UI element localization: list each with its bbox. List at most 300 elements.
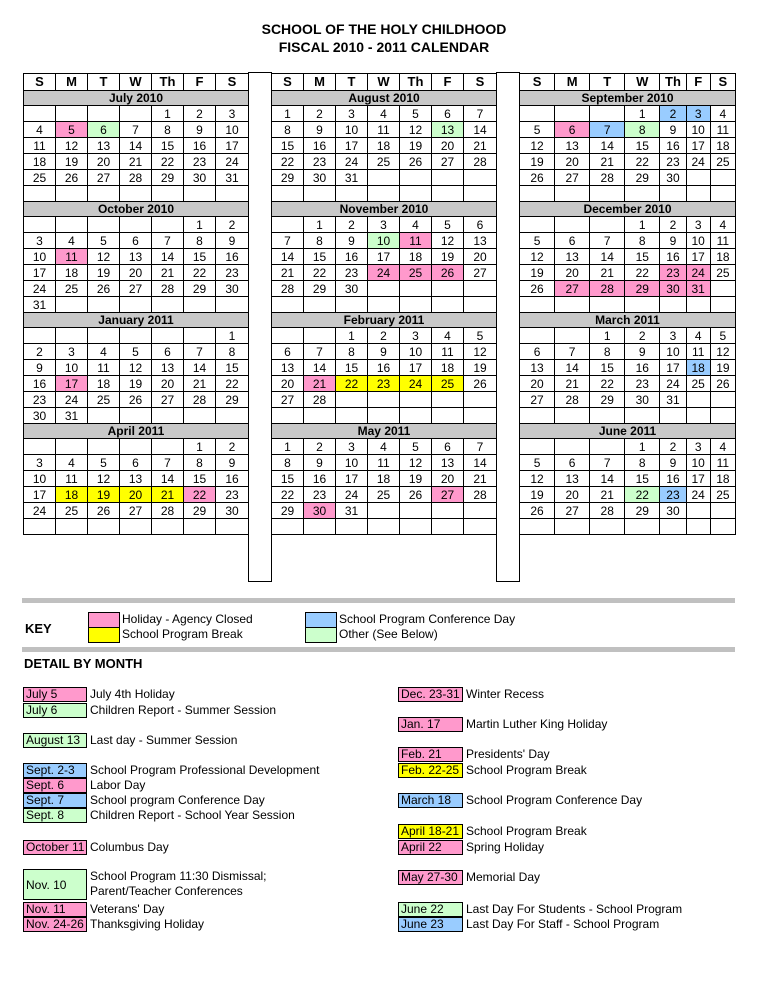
day-cell: 11 [368,122,400,138]
empty-cell [400,170,432,186]
day-cell: 23 [660,154,686,170]
key-conference-text: School Program Conference Day [339,612,516,626]
empty-cell [368,503,400,519]
empty-cell [464,392,497,408]
day-cell: 26 [88,503,120,519]
empty-cell [184,186,216,202]
detail-date-box: Sept. 6 [23,778,87,793]
day-cell: 1 [336,328,368,344]
day-cell: 5 [520,122,555,138]
empty-cell [216,408,249,424]
empty-cell [555,408,590,424]
day-cell: 1 [152,106,184,122]
day-cell: 6 [120,455,152,471]
detail-date-box: Nov. 24-26 [23,917,87,932]
empty-cell [368,519,400,535]
day-cell: 25 [400,265,432,281]
day-cell: 15 [152,138,184,154]
day-cell: 16 [368,360,400,376]
empty-cell [184,328,216,344]
day-cell: 13 [555,249,590,265]
day-cell: 15 [625,471,660,487]
day-cell: 4 [710,217,735,233]
empty-cell [120,328,152,344]
day-cell: 4 [686,328,710,344]
detail-date-box: Sept. 7 [23,793,87,808]
day-cell: 30 [660,281,686,297]
day-cell: 9 [660,233,686,249]
day-cell: 17 [660,360,686,376]
weekday-header: M [555,74,590,91]
day-cell: 22 [272,154,304,170]
day-cell: 2 [660,217,686,233]
empty-cell [120,439,152,455]
day-cell: 10 [56,360,88,376]
day-cell: 13 [520,360,555,376]
detail-description: Labor Day [90,778,146,792]
day-cell: 28 [152,281,184,297]
empty-cell [368,186,400,202]
day-cell: 27 [555,170,590,186]
day-cell: 11 [88,360,120,376]
day-cell: 18 [88,376,120,392]
detail-date-box: October 11 [23,840,87,855]
empty-cell [24,106,56,122]
day-cell: 12 [710,344,735,360]
day-cell: 30 [304,170,336,186]
day-cell: 13 [120,471,152,487]
weekday-header: M [56,74,88,91]
day-cell: 18 [432,360,464,376]
day-cell: 20 [432,471,464,487]
detail-description-line2: Parent/Teacher Conferences [90,884,243,898]
day-cell: 30 [216,503,249,519]
day-cell: 13 [555,138,590,154]
day-cell: 21 [555,376,590,392]
day-cell: 12 [120,360,152,376]
day-cell: 15 [272,138,304,154]
day-cell: 14 [120,138,152,154]
empty-cell [710,503,735,519]
day-cell: 28 [184,392,216,408]
day-cell: 22 [625,265,660,281]
empty-cell [56,439,88,455]
empty-cell [272,519,304,535]
detail-header: DETAIL BY MONTH [24,656,143,671]
day-cell: 18 [24,154,56,170]
day-cell: 15 [590,360,625,376]
empty-cell [710,408,735,424]
day-cell: 6 [432,106,464,122]
month-title: July 2010 [24,91,249,106]
weekday-header: Th [660,74,686,91]
day-cell: 10 [336,455,368,471]
day-cell: 6 [520,344,555,360]
empty-cell [88,297,120,313]
day-cell: 25 [710,487,735,503]
empty-cell [304,186,336,202]
day-cell: 17 [336,471,368,487]
day-cell: 11 [56,249,88,265]
day-cell: 17 [368,249,400,265]
empty-cell [400,392,432,408]
day-cell: 20 [555,265,590,281]
detail-description: Winter Recess [466,687,545,701]
day-cell: 31 [336,503,368,519]
empty-cell [152,328,184,344]
key-holiday-text: Holiday - Agency Closed [122,612,253,626]
day-cell: 18 [710,471,735,487]
day-cell: 21 [590,265,625,281]
day-cell: 20 [464,249,497,265]
day-cell: 23 [24,392,56,408]
empty-cell [400,281,432,297]
day-cell: 5 [88,233,120,249]
empty-cell [400,297,432,313]
detail-date-box: March 18 [398,793,463,808]
day-cell: 16 [336,249,368,265]
empty-cell [686,392,710,408]
day-cell: 20 [520,376,555,392]
day-cell: 18 [400,249,432,265]
empty-cell [120,217,152,233]
empty-cell [336,408,368,424]
detail-description: School Program Professional Development [90,763,320,777]
day-cell: 18 [368,138,400,154]
detail-description: Veterans' Day [90,902,165,916]
day-cell: 14 [590,471,625,487]
day-cell: 14 [304,360,336,376]
day-cell: 17 [24,265,56,281]
empty-cell [555,519,590,535]
weekday-header: S [272,74,304,91]
weekday-header: T [590,74,625,91]
day-cell: 29 [152,170,184,186]
day-cell: 12 [56,138,88,154]
empty-cell [152,439,184,455]
day-cell: 2 [216,217,249,233]
empty-cell [520,217,555,233]
title-line-1: SCHOOL OF THE HOLY CHILDHOOD [261,21,507,37]
day-cell: 18 [56,265,88,281]
day-cell: 16 [304,471,336,487]
day-cell: 5 [120,344,152,360]
weekday-header: S [710,74,735,91]
empty-cell [368,170,400,186]
detail-description: Thanksgiving Holiday [90,917,205,931]
weekday-header: S [216,74,249,91]
day-cell: 5 [56,122,88,138]
day-cell: 21 [184,376,216,392]
day-cell: 25 [88,392,120,408]
day-cell: 26 [56,170,88,186]
empty-cell [272,297,304,313]
day-cell: 12 [88,249,120,265]
empty-cell [710,519,735,535]
day-cell: 7 [272,233,304,249]
weekday-header: F [184,74,216,91]
day-cell: 10 [336,122,368,138]
day-cell: 15 [625,138,660,154]
day-cell: 24 [24,281,56,297]
empty-cell [432,392,464,408]
empty-cell [710,297,735,313]
empty-cell [400,503,432,519]
day-cell: 24 [336,487,368,503]
empty-cell [56,106,88,122]
day-cell: 15 [184,249,216,265]
empty-cell [272,186,304,202]
day-cell: 19 [710,360,735,376]
day-cell: 5 [464,328,497,344]
day-cell: 6 [464,217,497,233]
month-title: September 2010 [520,91,736,106]
day-cell: 29 [272,170,304,186]
day-cell: 14 [272,249,304,265]
detail-description: School Program Break [466,824,587,838]
day-cell: 11 [710,455,735,471]
day-cell: 3 [686,106,710,122]
day-cell: 7 [590,233,625,249]
day-cell: 19 [432,249,464,265]
empty-cell [555,186,590,202]
day-cell: 3 [336,106,368,122]
day-cell: 8 [625,455,660,471]
day-cell: 3 [400,328,432,344]
day-cell: 24 [686,487,710,503]
day-cell: 31 [336,170,368,186]
day-cell: 28 [464,487,497,503]
day-cell: 2 [625,328,660,344]
detail-date-box: April 18-21 [398,824,463,839]
weekday-header: S [520,74,555,91]
empty-cell [710,186,735,202]
day-cell: 12 [520,249,555,265]
day-cell: 21 [120,154,152,170]
empty-cell [590,186,625,202]
day-cell: 10 [686,455,710,471]
weekday-header: S [464,74,497,91]
empty-cell [368,408,400,424]
month-title: April 2011 [24,424,249,439]
month-title: June 2011 [520,424,736,439]
day-cell: 11 [56,471,88,487]
day-cell: 20 [120,487,152,503]
day-cell: 12 [520,471,555,487]
day-cell: 8 [590,344,625,360]
day-cell: 22 [216,376,249,392]
empty-cell [304,408,336,424]
day-cell: 13 [120,249,152,265]
day-cell: 29 [184,503,216,519]
detail-date-box: Jan. 17 [398,717,463,732]
day-cell: 9 [304,455,336,471]
empty-cell [120,106,152,122]
day-cell: 8 [184,233,216,249]
empty-cell [432,281,464,297]
day-cell: 21 [272,265,304,281]
day-cell: 19 [464,360,497,376]
empty-cell [520,328,555,344]
day-cell: 31 [24,297,56,313]
day-cell: 31 [660,392,686,408]
day-cell: 30 [304,503,336,519]
day-cell: 6 [555,455,590,471]
day-cell: 27 [464,265,497,281]
detail-date-box: Nov. 11 [23,902,87,917]
detail-date-box: Nov. 10 [23,869,87,900]
weekday-header: S [24,74,56,91]
empty-cell [555,297,590,313]
day-cell: 3 [686,217,710,233]
day-cell: 16 [660,138,686,154]
key-other-text: Other (See Below) [339,627,438,641]
day-cell: 9 [660,455,686,471]
day-cell: 6 [272,344,304,360]
day-cell: 1 [184,439,216,455]
empty-cell [464,170,497,186]
day-cell: 7 [304,344,336,360]
day-cell: 7 [555,344,590,360]
day-cell: 9 [216,233,249,249]
day-cell: 17 [400,360,432,376]
day-cell: 30 [625,392,660,408]
empty-cell [152,217,184,233]
day-cell: 7 [590,455,625,471]
empty-cell [660,186,686,202]
day-cell: 10 [400,344,432,360]
day-cell: 10 [216,122,249,138]
day-cell: 14 [590,249,625,265]
day-cell: 29 [184,281,216,297]
day-cell: 25 [432,376,464,392]
day-cell: 10 [24,249,56,265]
day-cell: 29 [625,281,660,297]
empty-cell [184,408,216,424]
empty-cell [520,408,555,424]
day-cell: 3 [24,233,56,249]
day-cell: 25 [56,281,88,297]
day-cell: 19 [88,487,120,503]
day-cell: 8 [184,455,216,471]
day-cell: 8 [216,344,249,360]
month-title: November 2010 [272,202,497,217]
day-cell: 24 [400,376,432,392]
day-cell: 30 [336,281,368,297]
empty-cell [400,186,432,202]
day-cell: 9 [24,360,56,376]
empty-cell [24,328,56,344]
day-cell: 14 [152,249,184,265]
empty-cell [152,297,184,313]
day-cell: 28 [152,503,184,519]
day-cell: 26 [520,281,555,297]
day-cell: 11 [400,233,432,249]
day-cell: 18 [710,138,735,154]
day-cell: 24 [686,154,710,170]
empty-cell [304,328,336,344]
day-cell: 23 [304,154,336,170]
day-cell: 24 [24,503,56,519]
day-cell: 19 [400,138,432,154]
day-cell: 19 [88,265,120,281]
day-cell: 17 [336,138,368,154]
month-title: October 2010 [24,202,249,217]
day-cell: 5 [88,455,120,471]
day-cell: 28 [590,281,625,297]
empty-cell [555,217,590,233]
empty-cell [184,519,216,535]
month-title: February 2011 [272,313,497,328]
day-cell: 20 [152,376,184,392]
day-cell: 12 [400,455,432,471]
day-cell: 22 [625,154,660,170]
day-cell: 25 [24,170,56,186]
day-cell: 17 [216,138,249,154]
empty-cell [590,106,625,122]
day-cell: 10 [686,122,710,138]
day-cell: 7 [590,122,625,138]
day-cell: 27 [520,392,555,408]
day-cell: 27 [88,170,120,186]
separator-top [22,598,735,603]
day-cell: 6 [152,344,184,360]
day-cell: 5 [520,455,555,471]
empty-cell [686,186,710,202]
day-cell: 3 [660,328,686,344]
day-cell: 2 [304,106,336,122]
empty-cell [88,328,120,344]
day-cell: 21 [464,471,497,487]
empty-cell [400,408,432,424]
day-cell: 27 [120,281,152,297]
empty-cell [24,186,56,202]
day-cell: 12 [520,138,555,154]
day-cell: 10 [368,233,400,249]
day-cell: 4 [56,455,88,471]
day-cell: 31 [216,170,249,186]
day-cell: 25 [368,487,400,503]
empty-cell [88,439,120,455]
day-cell: 30 [24,408,56,424]
day-cell: 1 [216,328,249,344]
day-cell: 21 [590,154,625,170]
day-cell: 3 [686,439,710,455]
day-cell: 16 [184,138,216,154]
empty-cell [88,519,120,535]
day-cell: 20 [555,154,590,170]
day-cell: 20 [272,376,304,392]
day-cell: 16 [660,471,686,487]
day-cell: 24 [216,154,249,170]
detail-description: Children Report - School Year Session [90,808,295,822]
calendar-column-2 [271,73,497,535]
empty-cell [686,408,710,424]
day-cell: 7 [464,106,497,122]
detail-date-box: Dec. 23-31 [398,687,463,702]
day-cell: 22 [152,154,184,170]
day-cell: 22 [272,487,304,503]
day-cell: 1 [625,439,660,455]
day-cell: 16 [216,471,249,487]
day-cell: 17 [56,376,88,392]
day-cell: 2 [368,328,400,344]
day-cell: 8 [152,122,184,138]
empty-cell [555,328,590,344]
empty-cell [432,297,464,313]
empty-cell [464,186,497,202]
day-cell: 15 [625,249,660,265]
